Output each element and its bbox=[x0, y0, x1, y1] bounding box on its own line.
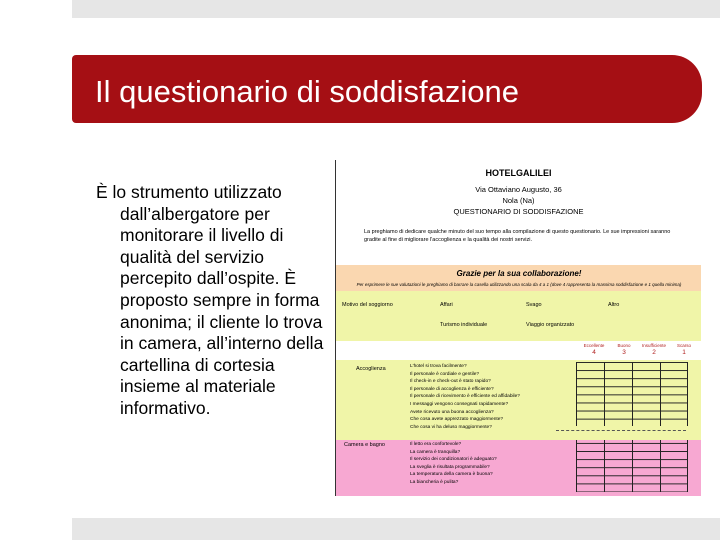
questionnaire-form-image bbox=[335, 160, 701, 496]
rating-value: 4 bbox=[592, 349, 596, 356]
question: La camera è tranquilla? bbox=[410, 449, 461, 455]
question: La temperatura della camera è buona? bbox=[410, 472, 493, 478]
bottom-decoration-bar bbox=[72, 518, 720, 540]
slide-body bbox=[96, 182, 332, 420]
section-name: Camera e bagno bbox=[344, 442, 385, 448]
slide-title: Il questionario di soddisfazione bbox=[95, 74, 519, 109]
grid-divider bbox=[576, 426, 689, 440]
rating-header: Insufficiente bbox=[642, 343, 666, 348]
question: Il personale è cordiale e gentile? bbox=[410, 371, 480, 377]
stay-option: Viaggio organizzato bbox=[526, 322, 575, 328]
thanks-text: Grazie per la sua collaborazione! bbox=[456, 269, 582, 278]
stay-option: Turismo individuale bbox=[440, 322, 488, 328]
hotel-city: Nola (Na) bbox=[502, 196, 535, 205]
hotel-name: HOTELGALILEI bbox=[485, 168, 552, 178]
section-name: Accoglienza bbox=[356, 366, 386, 372]
question: I messaggi vengono consegnati rapidamente? bbox=[410, 401, 509, 407]
stay-reason-label: Motivo del soggiorno bbox=[342, 302, 393, 308]
rating-header: Scarso bbox=[676, 343, 691, 348]
question: L'hotel si trova facilmente? bbox=[410, 364, 467, 369]
stay-option: Svago bbox=[526, 302, 542, 308]
thanks-band bbox=[336, 265, 701, 291]
question: La biancheria è pulita? bbox=[410, 479, 459, 485]
hotel-address: Via Ottaviano Augusto, 36 bbox=[475, 185, 562, 194]
question: Il personale di ricevimento è efficiente ed affidabile? bbox=[410, 394, 520, 400]
question: Che cosa vi ha deluso maggiormente? bbox=[410, 424, 492, 430]
question-list bbox=[410, 441, 590, 487]
stay-option: Affari bbox=[440, 302, 453, 308]
question: La sveglia è risultata programmabile? bbox=[410, 464, 490, 470]
scale-note: Per esprimere le sue valutazioni le preghiamo di barrare la casella utilizzando una scala da 4 a 1 (dove 4 rappresenta la massima soddisfazione e 1 quella minima) bbox=[356, 282, 682, 287]
question: Che cosa avete apprezzato maggiormente? bbox=[410, 417, 504, 423]
body-paragraph: È lo strumento utilizzato dall’albergatore per monitorare il livello di qualità del servizio percepito dall’ospite. È proposto sempre in forma anonima; il cliente lo trova in camera, all’interno della cartellina di cortesia insieme al materiale informativo. bbox=[96, 182, 324, 418]
top-decoration-bar bbox=[72, 0, 720, 18]
rating-value: 3 bbox=[622, 349, 626, 356]
rating-header: Buono bbox=[617, 343, 631, 348]
question-list bbox=[410, 363, 590, 431]
stay-option: Altro bbox=[608, 302, 620, 308]
question: Il check-in e check-out è stato rapido? bbox=[410, 379, 491, 385]
rating-value: 2 bbox=[652, 349, 656, 356]
question: Il personale di accoglienza è efficiente? bbox=[410, 386, 494, 392]
question: Il servizio dei condizionatori è adeguato? bbox=[410, 457, 497, 463]
question: Il letto era confortevole? bbox=[410, 442, 462, 447]
form-title: QUESTIONARIO DI SODDISFAZIONE bbox=[453, 207, 584, 216]
rating-value: 1 bbox=[682, 349, 686, 356]
question: Avete ricevuto una buona accoglienza? bbox=[410, 409, 494, 415]
rating-header: Eccellente bbox=[583, 343, 605, 348]
stay-reason-band bbox=[336, 291, 701, 341]
form-intro: La preghiamo di dedicare qualche minuto del suo tempo alla compilazione di questo questionario. Le sue impressioni saranno gradite al fine di migliorare l'accoglienza e la qualità dei nostri servizi. bbox=[364, 229, 671, 243]
